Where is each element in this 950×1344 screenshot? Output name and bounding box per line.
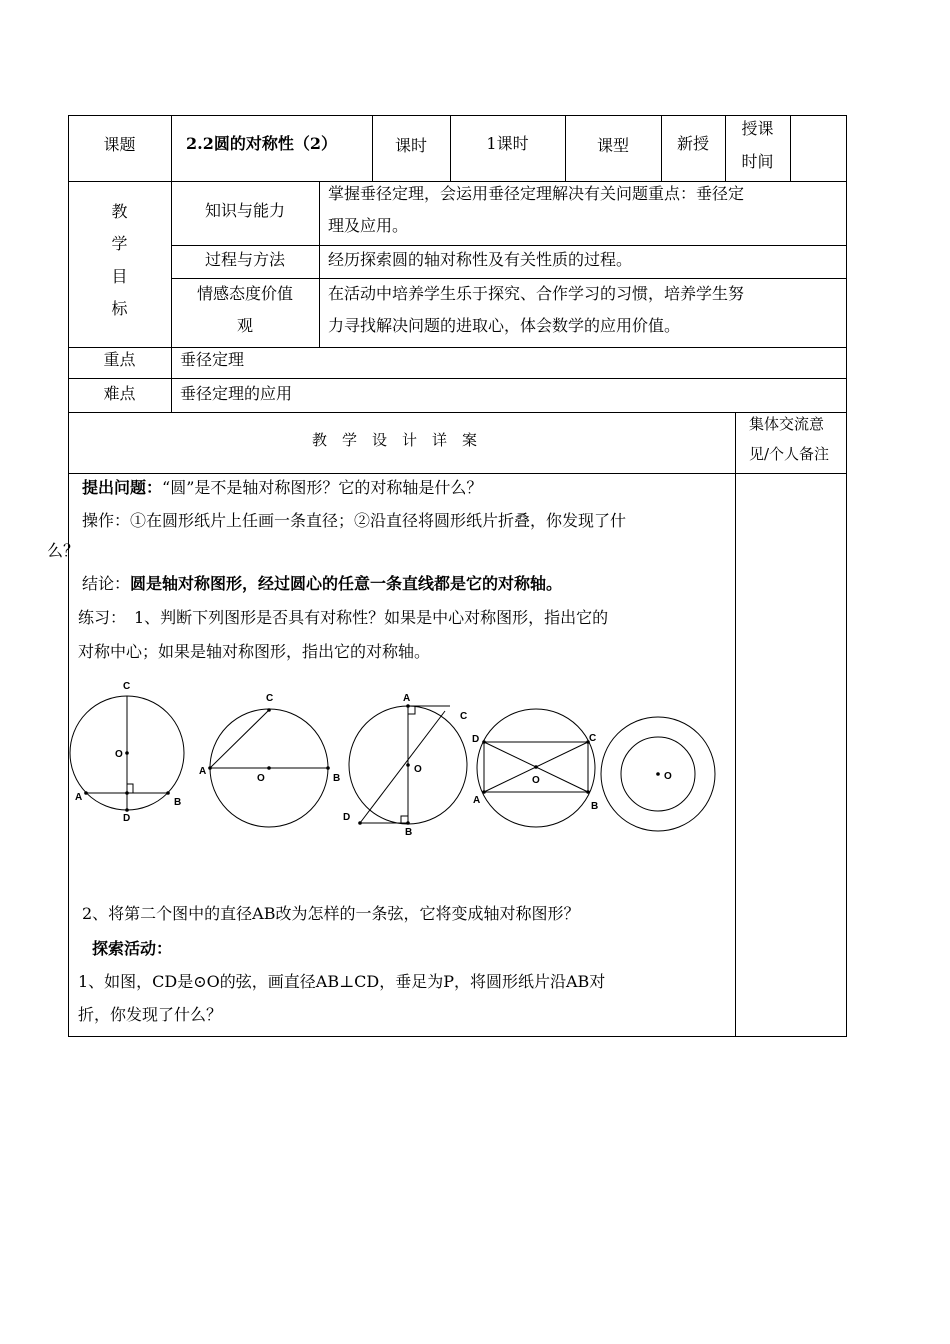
label-c: C xyxy=(589,733,597,744)
objectives-label-char: 教 xyxy=(111,202,128,221)
topic-value: 2.2圆的对称性（2） xyxy=(186,134,337,153)
point xyxy=(166,791,170,795)
time-label-line2: 时间 xyxy=(741,152,774,171)
question-line xyxy=(82,480,482,496)
point xyxy=(534,765,538,769)
label-b: B xyxy=(174,797,182,808)
label-o: O xyxy=(664,771,672,782)
point xyxy=(406,821,410,825)
grid-line xyxy=(68,115,847,116)
point xyxy=(406,763,410,767)
point xyxy=(267,766,271,770)
grid-line xyxy=(68,181,847,182)
point xyxy=(358,821,362,825)
operation-line2: 么？ xyxy=(47,541,80,560)
conclusion-text: 圆是轴对称图形，经过圆心的任意一条直线都是它的对称轴。 xyxy=(130,574,563,593)
label-c: C xyxy=(460,711,468,722)
label-o: O xyxy=(257,773,265,784)
figure-2 xyxy=(196,688,346,818)
point xyxy=(84,791,88,795)
figure-3 xyxy=(340,690,480,840)
objective-text-attitude-cont: 力寻找解决问题的进取心，体会数学的应用价值。 xyxy=(328,316,681,335)
period-label: 课时 xyxy=(394,136,427,155)
grid-line xyxy=(171,245,847,246)
notes-label-line2: 见/个人备注 xyxy=(749,445,830,463)
objective-label-attitude: 情感态度价值 xyxy=(196,284,293,303)
exercise-line1: 练习： 1、判断下列图形是否具有对称性？如果是中心对称图形，指出它的 xyxy=(78,608,609,627)
label-o: O xyxy=(414,764,422,775)
grid-line xyxy=(68,347,847,348)
objective-text-knowledge-cont: 理及应用。 xyxy=(328,216,409,235)
label-o: O xyxy=(532,775,540,786)
label-b: B xyxy=(405,827,413,838)
key-point-label: 重点 xyxy=(103,350,136,369)
objectives-label-char: 标 xyxy=(111,299,128,318)
exercise-line2: 对称中心；如果是轴对称图形，指出它的对称轴。 xyxy=(78,642,431,661)
objectives-label-char: 学 xyxy=(111,234,128,253)
point xyxy=(125,808,129,812)
key-point-value: 垂径定理 xyxy=(180,350,245,369)
grid-line xyxy=(68,412,847,413)
point xyxy=(482,740,486,744)
point xyxy=(482,790,486,794)
label-b: B xyxy=(591,801,599,812)
figure-1 xyxy=(64,678,194,828)
point xyxy=(406,704,410,708)
objective-text-attitude: 在活动中培养学生乐于探究、合作学习的习惯，培养学生努 xyxy=(328,284,745,303)
grid-line xyxy=(68,1036,847,1037)
label-a: A xyxy=(473,795,481,806)
label-d: D xyxy=(343,812,351,823)
period-value: 1课时 xyxy=(486,134,529,153)
label-a: A xyxy=(75,792,83,803)
label-b: B xyxy=(333,773,341,784)
grid-line xyxy=(68,473,847,474)
conclusion-label: 结论： xyxy=(82,574,131,593)
point xyxy=(586,790,590,794)
type-label: 课型 xyxy=(596,136,629,155)
point xyxy=(326,766,330,770)
objective-text-process: 经历探索圆的轴对称性及有关性质的过程。 xyxy=(328,250,633,269)
difficulty-label: 难点 xyxy=(103,384,136,403)
grid-line xyxy=(68,378,847,379)
grid-line xyxy=(319,181,320,347)
grid-line xyxy=(790,115,791,181)
notes-label-line1: 集体交流意 xyxy=(749,415,825,433)
grid-line xyxy=(735,412,736,1036)
point xyxy=(125,751,129,755)
grid-line xyxy=(846,115,847,1036)
label-c: C xyxy=(266,693,274,704)
question-text: “圆”是不是轴对称图形？它的对称轴是什么？ xyxy=(162,478,483,497)
explore-label: 探索活动： xyxy=(92,939,173,958)
objective-text-knowledge: 掌握垂径定理，会运用垂径定理解决有关问题重点：垂径定 xyxy=(328,184,745,203)
explore-line2: 折，你发现了什么？ xyxy=(78,1005,223,1024)
label-c: C xyxy=(123,681,131,692)
point xyxy=(208,766,212,770)
diameter xyxy=(360,711,445,823)
difficulty-value: 垂径定理的应用 xyxy=(180,384,293,403)
objective-label-process: 过程与方法 xyxy=(204,250,285,269)
figure-5 xyxy=(598,712,718,838)
design-title: 教 学 设 计 详 案 xyxy=(312,431,478,449)
label-a: A xyxy=(403,693,411,704)
topic-label: 课题 xyxy=(103,135,136,154)
conclusion-line xyxy=(82,576,562,592)
chord-ac xyxy=(210,710,269,768)
center-point xyxy=(656,772,660,776)
exercise-question-2: 2、将第二个图中的直径AB改为怎样的一条弦，它将变成轴对称图形？ xyxy=(82,904,580,923)
label-a: A xyxy=(199,766,207,777)
label-o: O xyxy=(115,749,123,760)
point xyxy=(125,791,129,795)
point xyxy=(267,708,271,712)
grid-line xyxy=(68,115,69,1036)
objectives-label-char: 目 xyxy=(111,267,128,286)
figure-4 xyxy=(466,706,606,836)
objective-label-knowledge: 知识与能力 xyxy=(204,201,285,220)
label-d: D xyxy=(472,734,480,745)
objective-label-attitude-cont: 观 xyxy=(236,316,253,335)
question-label: 提出问题： xyxy=(82,478,163,497)
type-value: 新授 xyxy=(676,134,709,153)
time-label-line1: 授课 xyxy=(741,119,774,138)
grid-line xyxy=(171,278,847,279)
label-d: D xyxy=(123,813,131,824)
explore-line1: 1、如图，CD是⊙O的弦，画直径AB⊥CD，垂足为P，将圆形纸片沿AB对 xyxy=(78,972,606,991)
operation-line1: 操作：①在圆形纸片上任画一条直径；②沿直径将圆形纸片折叠，你发现了什 xyxy=(82,511,627,530)
